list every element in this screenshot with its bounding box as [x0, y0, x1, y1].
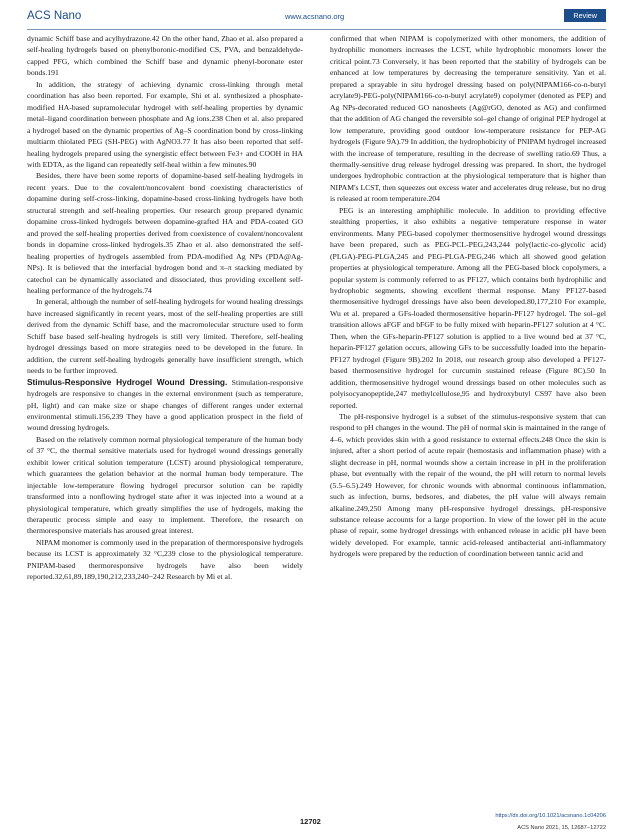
- citation-text: ACS Nano 2021, 15, 12687−12722: [517, 825, 606, 831]
- section-paragraph: [27, 377, 303, 434]
- section-heading: Stimulus-Responsive Hydrogel Wound Dressing.: [27, 376, 228, 387]
- page-header: [27, 6, 606, 28]
- paragraph: In general, although the number of self-healing hydrogels for wound healing dressings have increased significantly in recent years, most of the self-healing properties are still derived from the dynamic Schiff base, and the macromolecular structure used to form Schiff base based self-healing hydrogels is still very limited. Therefore, self-healing hydrogel dressings based on more strategies need to be developed in the future. In addition, the current self-healing hydrogels generally have insufficient strength, which needs to be further improved.: [27, 297, 303, 376]
- paragraph: PEG is an interesting amphiphilic molecule. In addition to providing effective stealthing properties, it also exhibits a negative temperature response in water environments. Many PEG-based copolymer thermosensitive hydrogel wound dressings have been prepared, such as PEG-PCL-PEG,243,244 poly(lactic-co-glycolic acid) (PLGA)-PEG-PLGA,245 and PEG-PLGA-PEG,246 which all showed good gelation properties at physiological temperature. Among all the PEG-based block copolymers, a popular system is commonly referred to as PF127, which contains both hydrophilic and hydrophobic segments, showing excellent thermal response. Many PF127-based thermosensitive hydrogel dressings have also been developed.80,177,210 For example, Wu et al. prepared a GFs-loaded thermosensitive heparin-PF127 hydrogel. The sol–gel transition allows aFGF and bFGF to be fully mixed with heparin-PF127 solution at 4 °C. Then, when the GFs-heparin-PF127 solution is applied to a live wound bed at 37 °C, heparin-PF127 gelation occurs, allowing GFs to be successfully loaded into the heparin-PF127 hydrogel (Figure 9B).202 In 2018, our research group also developed a PF127-based thermosensitive hydrogel for curcumin sustained release (Figure 8C).50 In addition, thermosensitive hydrogel wound dressings based on other molecules such as polyisocyanopeptide,247 methylcellulose,95 and hydroxybutyl CS97 have also been reported.: [330, 205, 606, 410]
- doi-link[interactable]: https://dx.doi.org/10.1021/acsnano.1c04206: [495, 813, 606, 819]
- paragraph: Besides, there have been some reports of dopamine-based self-healing hydrogels in recent years. Due to the covalent/noncovalent bond coexisting characteristics of dopamine during self-cross-linking, dopamine-based cross-linking hydrogels have both structural strength and self-healing properties. Our research group prepared dynamic dopamine cross-linked hydrogels between dopamine-grafted HA and PDA-coated GO and proved the self-healing properties derived from coexistence of covalent/noncovalent bonds in dopamine cross-linked hydrogels.35 Zhao et al. also demonstrated the self-healing properties of hydrogels assembled from PDA-modified Ag NPs (PDA@Ag-NPs). It is believed that the interfacial hydrogen bond and π–π stacking mediated by catechol can be dynamically associated and dissociated, thus providing excellent self-healing performance of the hydrogels.74: [27, 171, 303, 295]
- header-divider: [27, 29, 606, 30]
- journal-name[interactable]: ACS Nano: [27, 10, 82, 22]
- section-intro-text: Stimulation-responsive hydrogels are responsive to changes in the external environment (such as temperature, pH, light) and can make size or shape changes of different ranges under external environmental stimuli.156,239 They have a good application prospect in the field of wound dressing hydrogels.: [27, 377, 303, 433]
- journal-url-link[interactable]: www.acsnano.org: [285, 12, 345, 21]
- right-column: [330, 33, 606, 560]
- paragraph: confirmed that when NIPAM is copolymerized with other monomers, the addition of hydrophilic monomers increases the LCST, while hydrophobic monomers lower the critical point.73 Conversely, it has been reported that the stability of hydrogels can be enhanced at low temperatures by decreasing the temperature sensitivity. Yan et al. prepared a sprayable in situ hydrogel dressing based on poly(NIPAM166-co-n-butyl acrylate9)-PEG-poly(NIPAM166-co-n-butyl acrylate9) copolymer (denoted as PEP) and Ag NPs-decorated reduced GO nanosheets (Ag@rGO, denoted as AG) and confirmed that the addition of AG changed the reversible sol–gel change of original PEP hydrogel at low temperature, providing good outdoor low-temperature resistance for PEP-AG hydrogels (Figure 9A).79 In addition, the hydrophobicity of PNIPAM hydrogel increased with the increase of temperature, resulting in the decrease of swelling ratio.69 Thus, a thermally-sensitive drug release hydrogel dressing was prepared. In short, the hydrogel undergoes hydrophobic contraction at the physiological temperature that is higher than NIPAM's LCST, then squeezes out excess water and accelerates drug release, but no drug is released at room temperature.204: [330, 34, 606, 204]
- paragraph: The pH-responsive hydrogel is a subset of the stimulus-responsive system that can respond to pH changes in the wound. The pH of normal skin is maintained in the range of 4–6, which provides skin with a good resistance to external effects.248 Once the skin is injured, after a short period of acute repair (hemostasis and inflammation phase) with a slight decrease in pH, normal wounds show a certain increase in pH in the proliferation phase, but eventually with the repair of the wound, the pH will return to normal levels (5.5–6.5).249 However, for chronic wounds with abnormal continuous inflammation, such as infection, burns, bedsores, and diabetes, the pH value will always remain alkaline.249,250 Among many pH-responsive hydrogel dressings, pH-responsive substance release accounts for a large proportion. In view of the lower pH in the acute phase of repair, some hydrogel dressings with enhanced release in acidic pH have been widely developed. For example, tannic acid-released antibacterial anti-inflammatory hydrogels were prepared by the reduction of coordination between tannic acid and: [330, 411, 606, 559]
- paragraph: dynamic Schiff base and acylhydrazone.42 On the other hand, Zhao et al. also prepared a self-healing hydrogels based on phenylboronic-modified CS, PVA, and benzaldehyde-capped PFG, which combined the Schiff base and dynamic phenyl-boronate ester bonds.191: [27, 34, 303, 78]
- paragraph: NIPAM monomer is commonly used in the preparation of thermoresponsive hydrogels because its LCST is approximately 32 °C,239 close to the physiological temperature. PNIPAM-based thermoresponsive hydrogels have also been widely reported.32,61,89,189,190,212,233,240−242 Research by Mi et al.: [27, 537, 303, 582]
- article-type-badge: Review: [564, 9, 606, 22]
- left-column: [27, 33, 303, 583]
- page-number: 12702: [300, 817, 321, 826]
- paragraph: Based on the relatively common normal physiological temperature of the human body of 37 °C, the thermal sensitive materials used for hydrogel wound dressings generally exhibit lower critical solution temperature (LCST) around physiological temperature, which guarantees the gelation behavior at the normal human body temperature. The injectable low-temperature flowing hydrogel precursor solution can be rapidly transformed into a nonflowing hydrogel state after it was injected into a wound at a physiological temperature, which greatly simplifies the use of hydrogels, making the therapeutic process simple and easy to implement. Therefore, the research on thermoresponsive materials has aroused great interest.: [27, 434, 303, 536]
- paragraph: In addition, the strategy of achieving dynamic cross-linking through metal coordination has also been reported. For example, Shi et al. synthesized a phosphate-modified HA-based supramolecular hydrogel with self-healing properties by dynamic metal–ligand coordination between phosphate and Ag ions.238 Chen et al. also prepared a hydrogel based on the dynamic properties of Ag–S coordination bond by cross-linking multiarm thiolated PEG (SH-PEG) with AgNO3.77 It has also been reported that self-healing hydrogels prepared using the synergistic effect between Fe3+ and COOH in HA with EDTA, as the ligand can repeatedly self-heal within a few minutes.90: [27, 79, 303, 169]
